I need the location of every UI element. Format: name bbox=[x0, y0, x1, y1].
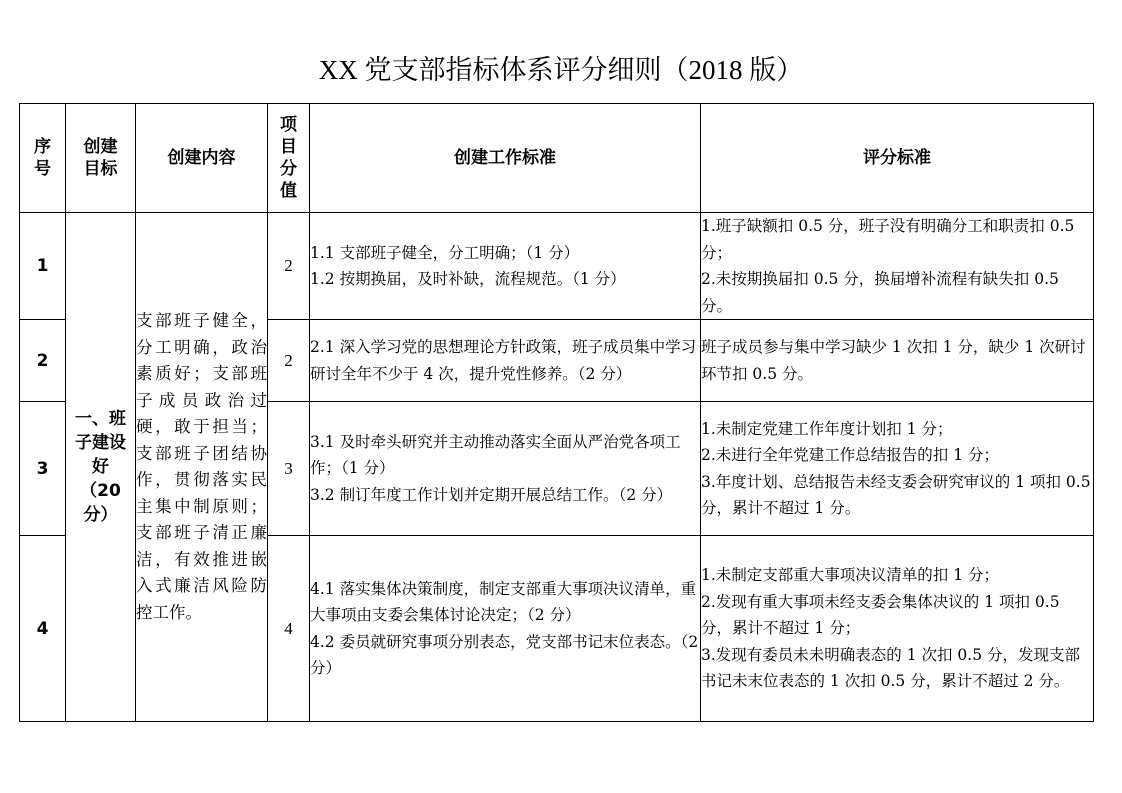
evaluation-text: 1.未制定支部重大事项决议清单的扣 1 分； 2.发现有重大事项未经支委会集体决议的 1 项扣 0.5 分，累计不超过 1 分； 3.发现有委员未未明确表态的 1 次扣 0.5 分，发现支部书记未末位表态的 1 次扣 0.5 分，累计不超过 2 分。 bbox=[701, 566, 1081, 691]
row-evaluation bbox=[701, 402, 1094, 536]
standard-text: 2.1 深入学习党的思想理论方针政策，班子成员集中学习研讨全年不少于 4 次，提升党性修养。（2 分） bbox=[310, 338, 697, 383]
document-title: XX 党支部指标体系评分细则（2018 版） bbox=[318, 55, 804, 85]
scoring-table bbox=[19, 103, 1094, 722]
table-row bbox=[20, 213, 1094, 320]
row-seq: 4 bbox=[20, 536, 66, 722]
evaluation-text: 1.班子缺额扣 0.5 分，班子没有明确分工和职责扣 0.5 分； 2.未按期换届扣 0.5 分，换届增补流程有缺失扣 0.5 分。 bbox=[701, 217, 1075, 315]
header-seq: 序号 bbox=[20, 104, 66, 213]
goal-cell bbox=[66, 213, 136, 722]
row-evaluation bbox=[701, 536, 1094, 722]
row-standard bbox=[310, 213, 701, 320]
row-seq: 3 bbox=[20, 402, 66, 536]
header-content: 创建内容 bbox=[136, 104, 268, 213]
header-evaluation: 评分标准 bbox=[701, 104, 1094, 213]
standard-text: 1.1 支部班子健全，分工明确；（1 分） 1.2 按期换届，及时补缺，流程规范。（1 分） bbox=[310, 243, 626, 288]
content-text: 支部班子健全，分工明确，政治素质好；支部班子成员政治过硬，敢于担当；支部班子团结协作，贯彻落实民主集中制原则；支部班子清正廉洁，有效推进嵌入式廉洁风险防控工作。 bbox=[136, 311, 267, 622]
table-header-row bbox=[20, 104, 1094, 213]
row-standard bbox=[310, 320, 701, 402]
header-score: 项目分值 bbox=[268, 104, 310, 213]
row-seq: 1 bbox=[20, 213, 66, 320]
row-evaluation bbox=[701, 320, 1094, 402]
goal-text: 一、班子建设好（20分） bbox=[75, 409, 126, 525]
row-score: 2 bbox=[268, 213, 310, 320]
header-goal: 创建目标 bbox=[66, 104, 136, 213]
evaluation-text: 1.未制定党建工作年度计划扣 1 分； 2.未进行全年党建工作总结报告的扣 1 分； 3.年度计划、总结报告未经支委会研究审议的 1 项扣 0.5 分，累计不超过 1 分。 bbox=[701, 419, 1091, 517]
row-score: 3 bbox=[268, 402, 310, 536]
standard-text: 3.1 及时牵头研究并主动推动落实全面从严治党各项工作；（1 分） 3.2 制订年度工作计划并定期开展总结工作。（2 分） bbox=[310, 432, 681, 504]
row-standard bbox=[310, 536, 701, 722]
row-standard bbox=[310, 402, 701, 536]
row-score: 4 bbox=[268, 536, 310, 722]
row-score: 2 bbox=[268, 320, 310, 402]
row-evaluation bbox=[701, 213, 1094, 320]
evaluation-text: 班子成员参与集中学习缺少 1 次扣 1 分，缺少 1 次研讨环节扣 0.5 分。 bbox=[701, 338, 1086, 383]
standard-text: 4.1 落实集体决策制度，制定支部重大事项决议清单，重大事项由支委会集体讨论决定；（2 分） 4.2 委员就研究事项分别表态，党支部书记末位表态。（2 分） bbox=[310, 579, 699, 677]
row-seq: 2 bbox=[20, 320, 66, 402]
header-standard: 创建工作标准 bbox=[310, 104, 701, 213]
content-cell bbox=[136, 213, 268, 722]
